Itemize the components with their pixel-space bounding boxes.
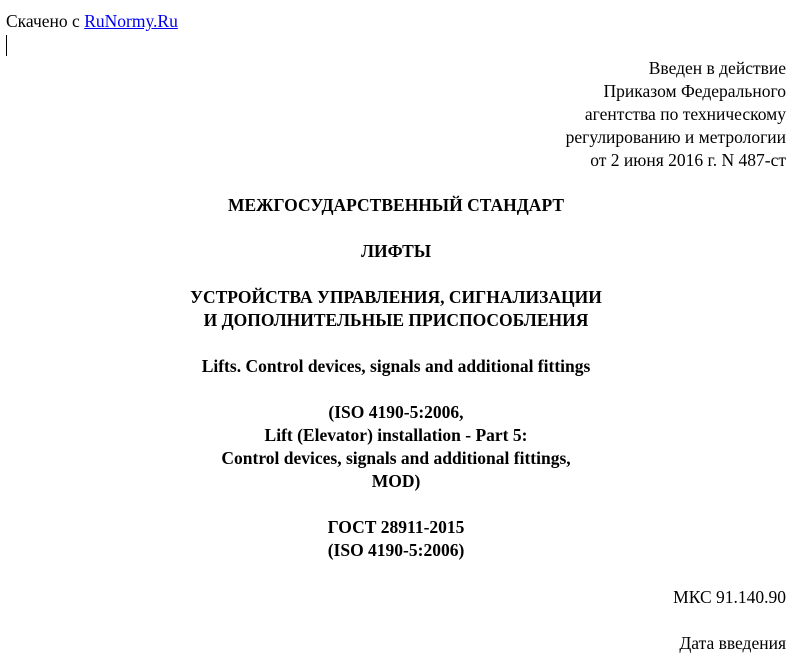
english-title [0, 355, 792, 378]
standard-type [0, 194, 792, 217]
iso-reference [0, 401, 792, 493]
gost-designation [0, 516, 792, 562]
iso-ref-line-1: (ISO 4190-5:2006, [328, 402, 464, 422]
approval-line-4: регулированию и метрологии [565, 127, 786, 147]
approval-line-5: от 2 июня 2016 г. N 487-ст [590, 150, 786, 170]
standard-type-text: МЕЖГОСУДАРСТВЕННЫЙ СТАНДАРТ [227, 195, 565, 215]
text-cursor [6, 35, 7, 56]
standard-name-text: ЛИФТЫ [360, 241, 432, 261]
runormy-link[interactable]: RuNormy.Ru [84, 11, 178, 31]
approval-line-1: Введен в действие [648, 58, 786, 78]
intro-date-label: Дата введения [679, 633, 786, 653]
iso-ref-line-2: Lift (Elevator) installation - Part 5: [264, 425, 528, 445]
english-title-text: Lifts. Control devices, signals and additional fittings [201, 356, 591, 376]
approval-block [386, 57, 786, 172]
subtitle-line-1: УСТРОЙСТВА УПРАВЛЕНИЯ, СИГНАЛИЗАЦИИ [190, 287, 602, 307]
standard-subtitle [0, 286, 792, 332]
iso-ref-line-3: Control devices, signals and additional fittings, [221, 448, 571, 468]
iso-ref-line-4: MOD) [371, 471, 421, 491]
source-prefix: Скачено с [6, 11, 85, 31]
subtitle-line-2: И ДОПОЛНИТЕЛЬНЫЕ ПРИСПОСОБЛЕНИЯ [203, 310, 589, 330]
approval-line-3: агентства по техническому [584, 104, 786, 124]
gost-iso: (ISO 4190-5:2006) [327, 540, 465, 560]
approval-line-2: Приказом Федерального [603, 81, 786, 101]
mks-code: МКС 91.140.90 [673, 587, 786, 607]
source-line [6, 10, 178, 33]
standard-name [0, 240, 792, 263]
gost-number: ГОСТ 28911-2015 [327, 517, 465, 537]
